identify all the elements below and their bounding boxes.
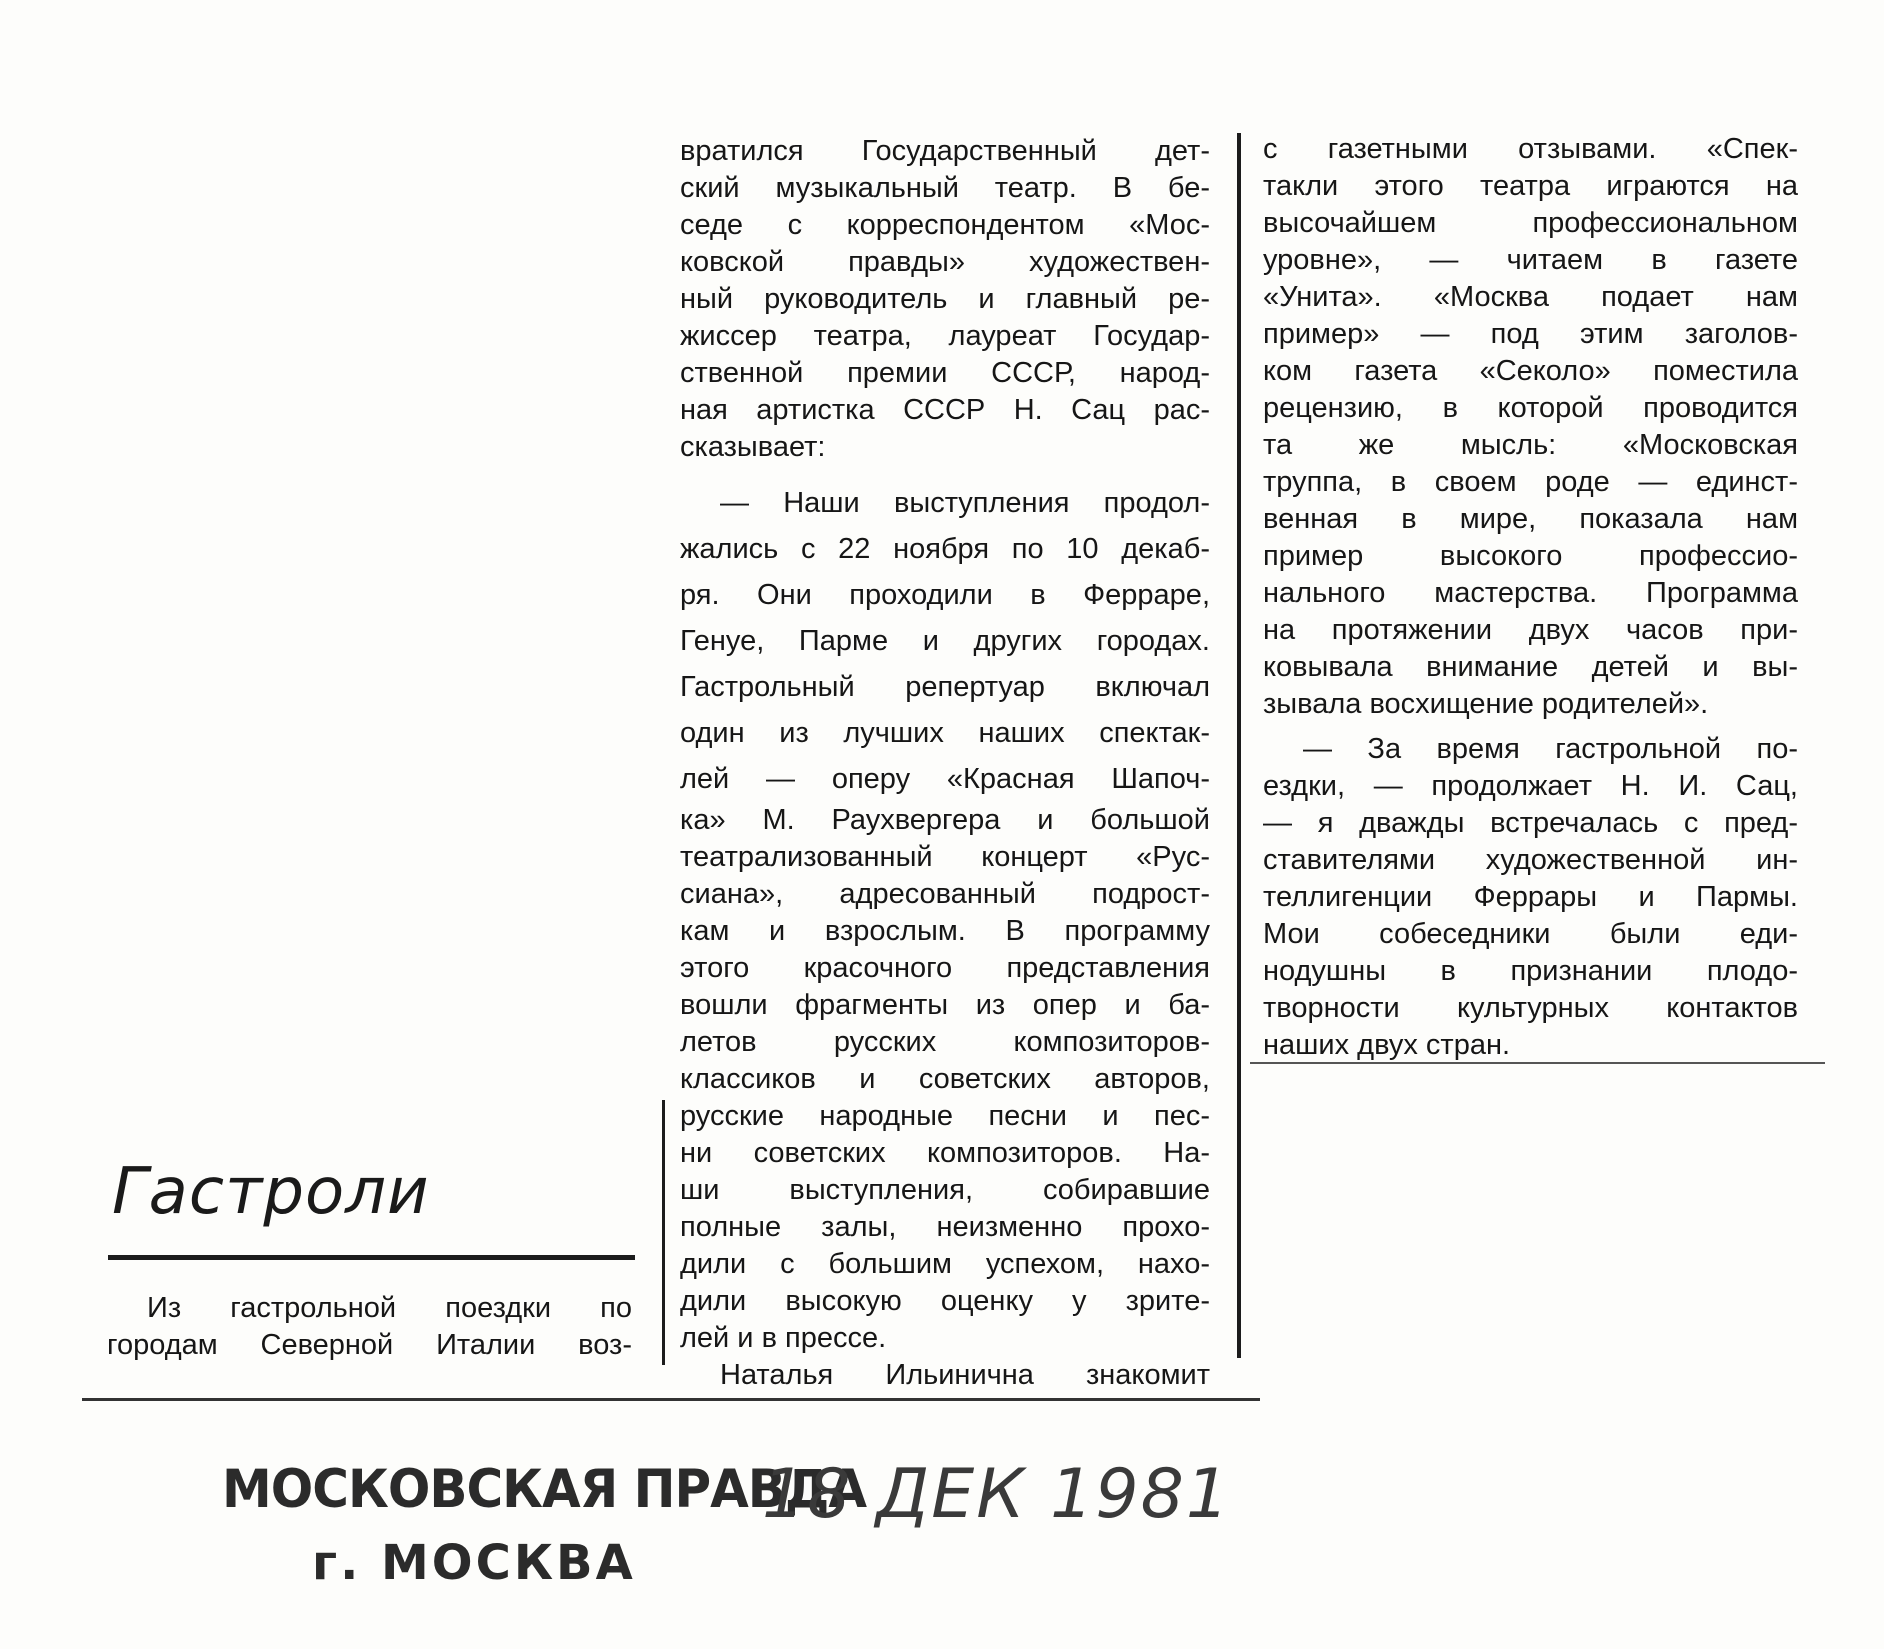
heading-underline [108, 1255, 635, 1260]
text-line: творности культурных контактов [1263, 992, 1798, 1024]
text-line: пример высокого профессио- [1263, 540, 1798, 572]
text-line: Гастрольный репертуар включал [680, 671, 1210, 703]
text-line: ком газета «Секоло» поместила [1263, 355, 1798, 387]
text-line: «Унита». «Москва подает нам [1263, 281, 1798, 313]
stamp-newspaper-name: МОСКОВСКАЯ ПРАВДА [222, 1458, 867, 1520]
text-line: русские народные песни и пес- [680, 1100, 1210, 1132]
column-divider [1237, 133, 1241, 1358]
stamp-date: 18 ДЕК 1981 [762, 1455, 1232, 1534]
text-line: — За время гастрольной по- [1303, 733, 1798, 765]
text-line: с газетными отзывами. «Спек- [1263, 133, 1798, 165]
text-line: ственной премии СССР, народ- [680, 357, 1210, 389]
text-line: зывала восхищение родителей». [1263, 688, 1709, 720]
text-line: — Наши выступления продол- [720, 487, 1210, 519]
text-line: сказывает: [680, 431, 826, 463]
text-line: ная артистка СССР Н. Сац рас- [680, 394, 1210, 426]
text-line: ский музыкальный театр. В бе- [680, 172, 1210, 204]
paragraph [680, 480, 1210, 802]
text-line: наших двух стран. [1263, 1029, 1511, 1061]
text-line: седе с корреспондентом «Мос- [680, 209, 1210, 241]
text-line: сиана», адресованный подрост- [680, 878, 1210, 910]
text-line: Мои собеседники были еди- [1263, 918, 1798, 950]
text-line: труппа, в своем роде — единст- [1263, 466, 1798, 498]
text-line: ши выступления, собиравшие [680, 1174, 1210, 1206]
text-line: вратился Государственный дет- [680, 135, 1210, 167]
text-line: рецензию, в которой проводится [1263, 392, 1798, 424]
text-line: один из лучших наших спектак- [680, 717, 1210, 749]
article-column-right [1263, 131, 1798, 1064]
article-heading: Гастроли [112, 1155, 430, 1229]
bottom-rule [82, 1398, 1260, 1401]
text-line: классиков и советских авторов, [680, 1063, 1210, 1095]
text-line: нодушны в признании плодо- [1263, 955, 1798, 987]
text-line: ездки, — продолжает Н. И. Сац, [1263, 770, 1798, 802]
text-line: теллигенции Феррары и Пармы. [1263, 881, 1798, 913]
text-line: нального мастерства. Программа [1263, 577, 1798, 609]
text-line: ря. Они проходили в Ферраре, [680, 579, 1210, 611]
column-end-rule [1250, 1062, 1825, 1064]
text-line: кам и взрослым. В программу [680, 915, 1210, 947]
paragraph [680, 1357, 1210, 1394]
text-line: ставителями художественной ин- [1263, 844, 1798, 876]
article-column-middle [680, 133, 1210, 1394]
text-line: ковской правды» художествен- [680, 246, 1210, 278]
text-line: Генуе, Парме и других городах. [680, 625, 1210, 657]
paragraph [1263, 131, 1798, 723]
text-line: Из гастрольной поездки по [147, 1292, 632, 1324]
text-line: полные залы, неизменно прохо- [680, 1211, 1210, 1243]
text-line: уровне», — читаем в газете [1263, 244, 1798, 276]
paragraph [680, 133, 1210, 466]
text-line: лей и в прессе. [680, 1322, 887, 1354]
paragraph [680, 802, 1210, 1357]
text-line: пример» — под этим заголов- [1263, 318, 1798, 350]
text-line: такли этого театра играются на [1263, 170, 1798, 202]
text-line: театрализованный концерт «Рус- [680, 841, 1210, 873]
column-divider [662, 1100, 665, 1365]
text-line: летов русских композиторов- [680, 1026, 1210, 1058]
text-line: ни советских композиторов. На- [680, 1137, 1210, 1169]
stamp-city: г. МОСКВА [312, 1535, 636, 1591]
text-line: на протяжении двух часов при- [1263, 614, 1798, 646]
text-line: дили с большим успехом, нахо- [680, 1248, 1210, 1280]
text-line: лей — оперу «Красная Шапоч- [680, 763, 1210, 795]
text-line: венная в мире, показала нам [1263, 503, 1798, 535]
text-line: та же мысль: «Московская [1263, 429, 1798, 461]
article-column-left [107, 1290, 632, 1364]
text-line: дили высокую оценку у зрите- [680, 1285, 1210, 1317]
text-line: ка» М. Раухвергера и большой [680, 804, 1210, 836]
text-line: жиссер театра, лауреат Государ- [680, 320, 1210, 352]
text-line: Наталья Ильинична знакомит [720, 1359, 1210, 1391]
text-line: высочайшем профессиональном [1263, 207, 1798, 239]
text-line: вошли фрагменты из опер и ба- [680, 989, 1210, 1021]
paragraph [1263, 731, 1798, 1064]
text-line: этого красочного представления [680, 952, 1210, 984]
text-line: жались с 22 ноября по 10 декаб- [680, 533, 1210, 565]
text-line: — я дважды встречалась с пред- [1263, 807, 1798, 839]
text-line: городам Северной Италии воз- [107, 1329, 632, 1361]
text-line: ный руководитель и главный ре- [680, 283, 1210, 315]
text-line: ковывала внимание детей и вы- [1263, 651, 1798, 683]
